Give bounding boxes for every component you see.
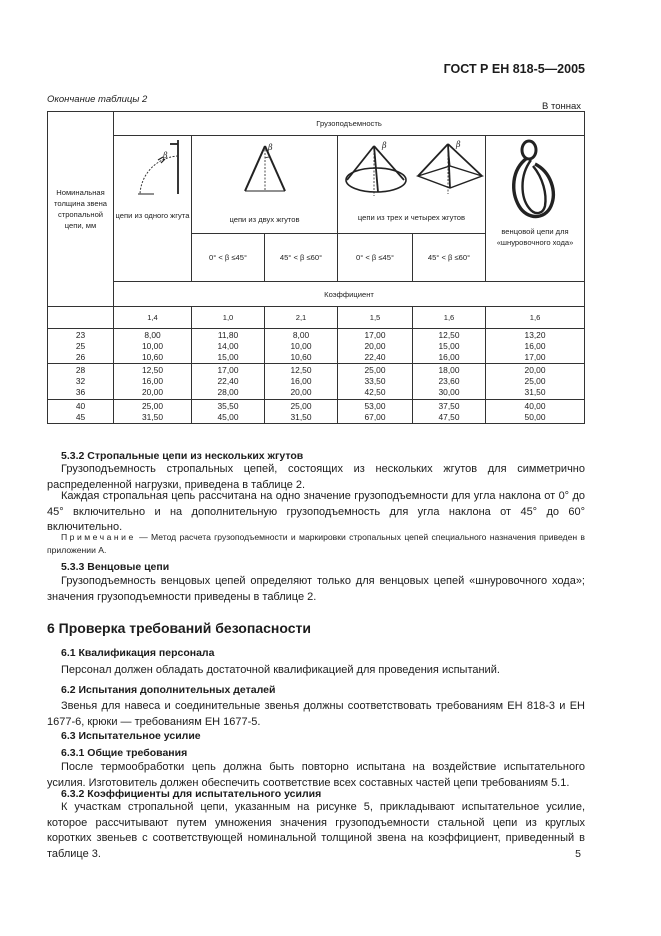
table-value: 20,00 [524, 365, 546, 376]
capacity-cell [413, 399, 486, 424]
note-text: — Метод расчета грузоподъемности и маркировки стропальных цепей специального назначения приведен в приложении А. [47, 532, 585, 555]
table-value: 32 [75, 376, 86, 387]
table-value: 12,50 [438, 330, 460, 340]
table-unit-label: В тоннах [541, 101, 581, 112]
two-leg-angle2: 45° < β ≤60° [265, 234, 338, 282]
section-6-3-2-paragraph: К участкам стропальной цепи, указанным на рисунке 5, прикладывают испытательное усилие, которое рассчитывают путем умножения значения грузоподъемности стальной цепи из круглых коротких звеньев с соответствующей номинальной толщиной звена на коэффициент, приведенный в таблице 3. [47, 801, 585, 860]
thickness-cell [48, 399, 114, 424]
document-header: ГОСТ Р ЕН 818-5—2005 [443, 62, 585, 76]
section-6-1-paragraph: Персонал должен обладать достаточной квалификацией для проведения испытаний. [61, 664, 500, 676]
section-6-3-title: 6.3 Испытательное усилие [61, 730, 201, 742]
capacity-cell [114, 399, 192, 424]
table-value: 11,80 [217, 330, 239, 340]
table-value: 47,50 [438, 411, 460, 422]
capacity-cell [486, 399, 585, 424]
choker-label: венцовой цепи для «шнуровочного хода» [496, 227, 574, 247]
table-value: 25,00 [364, 365, 386, 376]
coef-cell: 1,4 [114, 307, 192, 329]
capacity-cell [486, 364, 585, 399]
capacity-cell [114, 329, 192, 364]
coef-cell: 1,6 [413, 307, 486, 329]
thickness-cell [48, 364, 114, 399]
table-value: 17,00 [217, 365, 239, 376]
coef-cell: 1,0 [192, 307, 265, 329]
section-5-3-2-paragraph-2: Каждая стропальная цепь рассчитана на одно значение грузоподъемности для угла наклона от 0° до 45° включительно и на дополнительную грузоподъемность для угла наклона от 45° до 60° включительно. [47, 490, 585, 533]
three-four-leg-label: цепи из трех и четырех жгутов [357, 213, 466, 222]
table-value: 31,50 [290, 411, 312, 422]
table-value: 13,20 [524, 330, 546, 340]
capacity-cell [192, 329, 265, 364]
table-value: 23 [75, 330, 86, 340]
coef-cell: 1,6 [486, 307, 585, 329]
table-value: 31,50 [524, 386, 546, 397]
table-value: 10,00 [142, 340, 163, 351]
section-6-3-1-title: 6.3.1 Общие требования [61, 747, 188, 759]
table-value: 42,50 [364, 386, 386, 397]
table-value: 28 [75, 365, 86, 376]
table-value: 8,00 [144, 330, 161, 340]
thickness-cell [48, 329, 114, 364]
table-value: 10,00 [290, 340, 312, 351]
section-6-3-1-paragraph: После термообработки цепь должна быть повторно испытана на воздействие испытательного усилия. Изготовитель должен обеспечить соответствие всех составных частей цепи требованиям 5.1. [47, 761, 585, 789]
table-value: 16,00 [524, 340, 546, 351]
choker-diagram [505, 136, 565, 226]
capacity-cell [265, 364, 338, 399]
table-value: 16,00 [142, 376, 163, 387]
table-value: 22,40 [364, 351, 386, 362]
table-value: 17,00 [364, 330, 386, 340]
section-5-3-2-note [47, 531, 585, 557]
table-value: 36 [75, 386, 86, 397]
two-leg-diagram [220, 136, 310, 198]
table-value: 31,50 [142, 411, 163, 422]
page-number: 5 [575, 848, 581, 860]
table-value: 18,00 [438, 365, 460, 376]
table-body [48, 329, 585, 424]
coefficient-header: Коэффициент [114, 282, 585, 307]
table-value: 45,00 [217, 411, 239, 422]
table-continuation-label: Окончание таблицы 2 [47, 94, 148, 105]
single-leg-header [114, 136, 192, 282]
capacity-cell [192, 364, 265, 399]
table-value: 26 [75, 351, 86, 362]
table-value: 22,40 [217, 376, 239, 387]
table-value: 37,50 [438, 400, 460, 411]
section-6-2-paragraph: Звенья для навеса и соединительные звенья должны соответствовать требованиям ЕН 818-3 и ЕН 1677-6, крюки — требованиям ЕН 1677-5. [47, 700, 585, 728]
capacity-header: Грузоподъемность [114, 112, 585, 136]
table-value: 20,00 [290, 386, 312, 397]
table-value: 10,60 [290, 351, 312, 362]
table-value: 25,00 [524, 376, 546, 387]
two-leg-angle1: 0° < β ≤45° [192, 234, 265, 282]
capacity-cell [413, 329, 486, 364]
beta-label: β [162, 151, 168, 160]
table-row-group [48, 364, 585, 399]
table-value: 8,00 [292, 330, 310, 340]
capacity-cell [338, 364, 413, 399]
section-5-3-3-paragraph: Грузоподъемность венцовых цепей определяют только для венцовых цепей «шнуровочного хода»; значения грузоподъемности приведены в таблице 2. [47, 575, 585, 603]
table-value: 14,00 [217, 340, 239, 351]
table-value: 12,50 [142, 365, 163, 376]
beta-label: β [267, 143, 273, 152]
table-value: 20,00 [364, 340, 386, 351]
single-leg-diagram [118, 136, 188, 208]
table-value: 45 [75, 411, 86, 422]
table-value: 50,00 [524, 411, 546, 422]
section-5-3-3-title: 5.3.3 Венцовые цепи [61, 561, 170, 573]
section-6-title: 6 Проверка требований безопасности [47, 620, 311, 636]
single-leg-label: цепи из одного жгута [115, 211, 190, 220]
table-value: 15,00 [438, 340, 460, 351]
section-5-3-2-title: 5.3.2 Стропальные цепи из нескольких жгутов [61, 450, 304, 462]
empty-cell [48, 307, 114, 329]
table-value: 20,00 [142, 386, 163, 397]
capacity-table [47, 111, 585, 424]
table-row-group [48, 329, 585, 364]
capacity-cell [338, 399, 413, 424]
three-four-leg-diagram [338, 136, 486, 202]
choker-header [486, 136, 585, 282]
capacity-cell [413, 364, 486, 399]
section-6-1-title: 6.1 Квалификация персонала [61, 647, 215, 659]
beta-label: β [382, 141, 387, 150]
capacity-cell [486, 329, 585, 364]
section-6-3-2-title: 6.3.2 Коэффициенты для испытательного усилия [61, 788, 322, 800]
capacity-cell [192, 399, 265, 424]
table-value: 40 [75, 400, 86, 411]
table-value: 25 [75, 340, 86, 351]
table-value: 25,00 [290, 400, 312, 411]
capacity-cell [265, 399, 338, 424]
table-value: 67,00 [364, 411, 386, 422]
table-value: 30,00 [438, 386, 460, 397]
beta-label: β [456, 140, 461, 149]
table-row-group [48, 399, 585, 424]
thickness-header: Номинальная толщина звена стропальной цепи, мм [48, 112, 114, 307]
two-leg-label: цепи из двух жгутов [229, 215, 300, 224]
two-leg-header [192, 136, 338, 234]
table-value: 16,00 [438, 351, 460, 362]
table-value: 16,00 [290, 376, 312, 387]
table-value: 10,60 [142, 351, 163, 362]
capacity-cell [114, 364, 192, 399]
table-value: 28,00 [217, 386, 239, 397]
capacity-cell [338, 329, 413, 364]
coef-cell: 1,5 [338, 307, 413, 329]
table-value: 12,50 [290, 365, 312, 376]
note-label: Примечание [61, 532, 136, 542]
section-6-2-title: 6.2 Испытания дополнительных деталей [61, 684, 276, 696]
three-four-angle2: 45° < β ≤60° [413, 234, 486, 282]
capacity-cell [265, 329, 338, 364]
table-value: 40,00 [524, 400, 546, 411]
table-value: 53,00 [364, 400, 386, 411]
table-value: 35,50 [217, 400, 239, 411]
table-value: 23,60 [438, 376, 460, 387]
three-four-angle1: 0° < β ≤45° [338, 234, 413, 282]
coef-cell: 2,1 [265, 307, 338, 329]
table-value: 33,50 [364, 376, 386, 387]
table-value: 25,00 [142, 400, 163, 411]
section-5-3-2-paragraph-1: Грузоподъемность стропальных цепей, состоящих из нескольких жгутов для симметрично распределенной нагрузки, приведена в таблице 2. [47, 463, 585, 491]
table-value: 17,00 [524, 351, 546, 362]
table-value: 15,00 [217, 351, 239, 362]
three-four-leg-header [338, 136, 486, 234]
